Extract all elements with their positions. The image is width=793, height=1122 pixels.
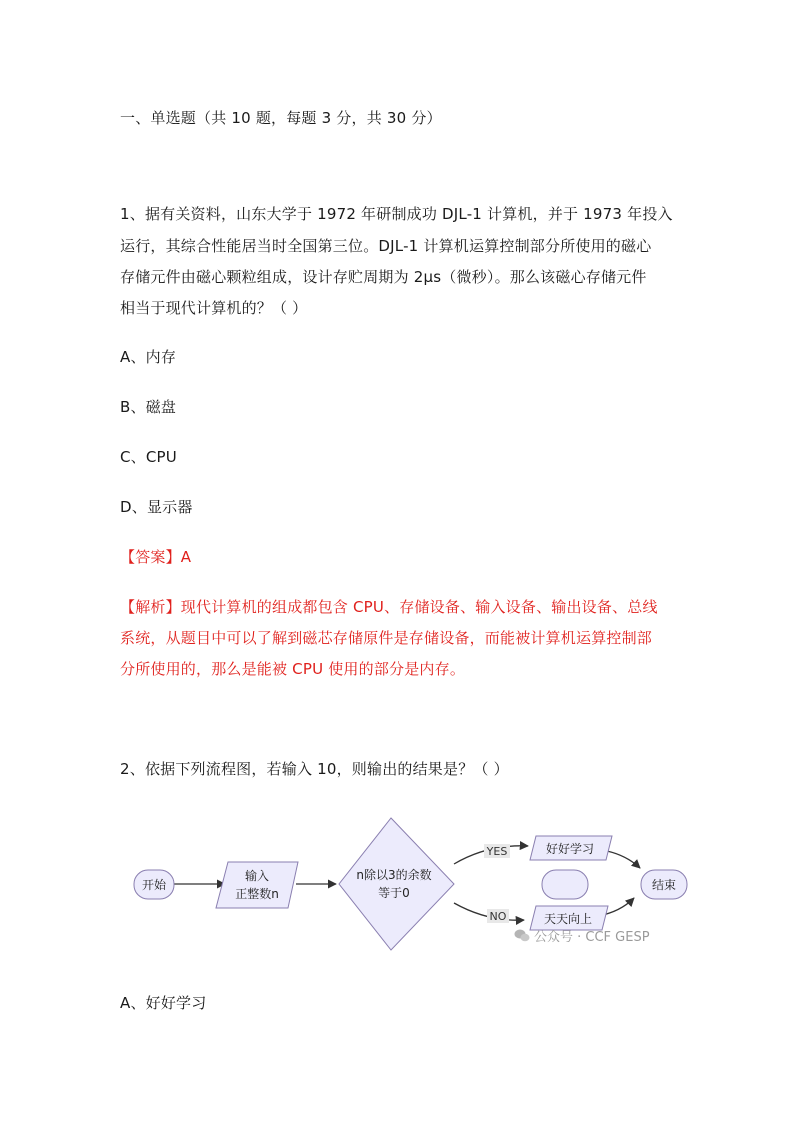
wechat-icon: [514, 929, 530, 942]
yes-output-label: 好好学习: [545, 842, 595, 856]
watermark-text: 公众号 · CCF GESP: [534, 930, 650, 945]
input-label-line-2: 正整数n: [235, 887, 279, 901]
question-2-option-a: A、好好学习: [120, 994, 207, 1012]
input-label-line-1: 输入: [244, 869, 270, 883]
question-1-text-line-2: 运行，其综合性能居当时全国第三位。DJL-1 计算机运算控制部分所使用的磁心: [120, 237, 652, 255]
question-1-option-b: B、磁盘: [120, 398, 177, 416]
start-label: 开始: [141, 878, 167, 892]
yes-label: YES: [486, 845, 508, 858]
decision-label-line-2: 等于0: [378, 886, 410, 900]
question-1-explanation-line-2: 系统，从题目中可以了解到磁芯存储原件是存储设备，而能被计算机运算控制部: [120, 629, 653, 647]
decision-node: [339, 818, 454, 950]
end-node-wrapper: [640, 868, 690, 902]
question-1-text-line-4: 相当于现代计算机的？（ ）: [120, 299, 308, 317]
question-2-text: 2、依据下列流程图，若输入 10，则输出的结果是？（ ）: [120, 760, 509, 778]
question-1-text-line-3: 存储元件由磁心颗粒组成，设计存贮周期为 2μs（微秒）。那么该磁心存储元件: [120, 268, 647, 286]
question-1-option-a: A、内存: [120, 348, 177, 366]
watermark: [514, 926, 650, 945]
question-1-option-d: D、显示器: [120, 498, 193, 516]
question-1-explanation-line-1: 【解析】现代计算机的组成都包含 CPU、存储设备、输入设备、输出设备、总线: [120, 598, 658, 616]
question-1-answer: 【答案】A: [120, 548, 192, 566]
no-label: NO: [489, 910, 507, 923]
question-1-option-c: C、CPU: [120, 448, 177, 466]
section-title: 一、单选题（共 10 题，每题 3 分，共 30 分）: [120, 109, 442, 127]
end-label: 结束: [651, 878, 677, 892]
decision-label-line-1: n除以3的余数: [356, 868, 432, 882]
no-output-label: 天天向上: [543, 912, 593, 926]
question-1-text-line-1: 1、据有关资料，山东大学于 1972 年研制成功 DJL-1 计算机，并于 1973 年投入: [120, 205, 673, 223]
end-node: [542, 870, 588, 899]
question-1-explanation-line-3: 分所使用的，那么是能被 CPU 使用的部分是内存。: [120, 660, 466, 678]
